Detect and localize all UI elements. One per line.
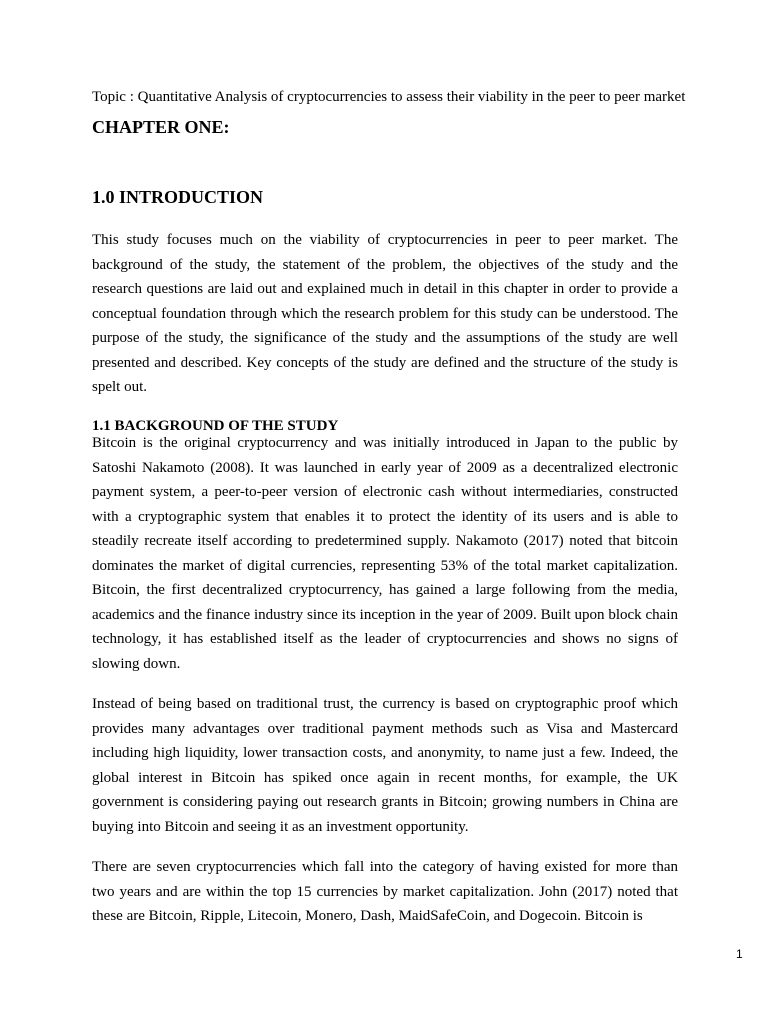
background-paragraph-2: Instead of being based on traditional trust, the currency is based on cryptographic proof which provides many advantages over traditional payment methods such as Visa and Mastercard including high liquidity, lower transaction costs, and anonymity, to name just a few. Indeed, the global interest in Bitcoin has spiked once again in recent months, for example, the UK government is considering paying out research grants in Bitcoin; growing numbers in China are buying into Bitcoin and seeing it as an investment opportunity. [92,696,678,835]
chapter-title: CHAPTER ONE: [92,117,230,137]
background-paragraph-3: There are seven cryptocurrencies which fall into the category of having existed for more than two years and are within the top 15 currencies by market capitalization. John (2017) noted that these are Bitcoin, Ripple, Litecoin, Monero, Dash, MaidSafeCoin, and Dogecoin. Bitcoin is [92,859,678,924]
background-heading: 1.1 BACKGROUND OF THE STUDY [92,418,339,434]
background-paragraph-1: Bitcoin is the original cryptocurrency and was initially introduced in Japan to the public by Satoshi Nakamoto (2008). It was launched in early year of 2009 as a decentralized electronic payment system, a peer-to-peer version of electronic cash without intermediaries, constructed with a cryptographic system that enables it to protect the identity of its users and is able to steadily recreate itself according to predetermined supply. Nakamoto (2017) noted that bitcoin dominates the market of digital currencies, representing 53% of the total market capitalization. Bitcoin, the first decentralized cryptocurrency, has gained a large following from the media, academics and the finance industry since its inception in the year of 2009. Built upon block chain technology, it has established itself as the leader of cryptocurrencies and shows no signs of slowing down. [92,435,678,672]
page-number: 1 [736,947,743,961]
introduction-paragraph: This study focuses much on the viability of cryptocurrencies in peer to peer market. The background of the study, the statement of the problem, the objectives of the study and the research questions are laid out and explained much in detail in this chapter in order to provide a conceptual foundation through which the research problem for this study can be understood. The purpose of the study, the significance of the study and the assumptions of the study are well presented and described. Key concepts of the study are defined and the structure of the study is spelt out. [92,232,678,395]
topic-line: Topic : Quantitative Analysis of cryptocurrencies to assess their viability in the peer to peer market [92,89,686,105]
introduction-heading: 1.0 INTRODUCTION [92,187,264,207]
